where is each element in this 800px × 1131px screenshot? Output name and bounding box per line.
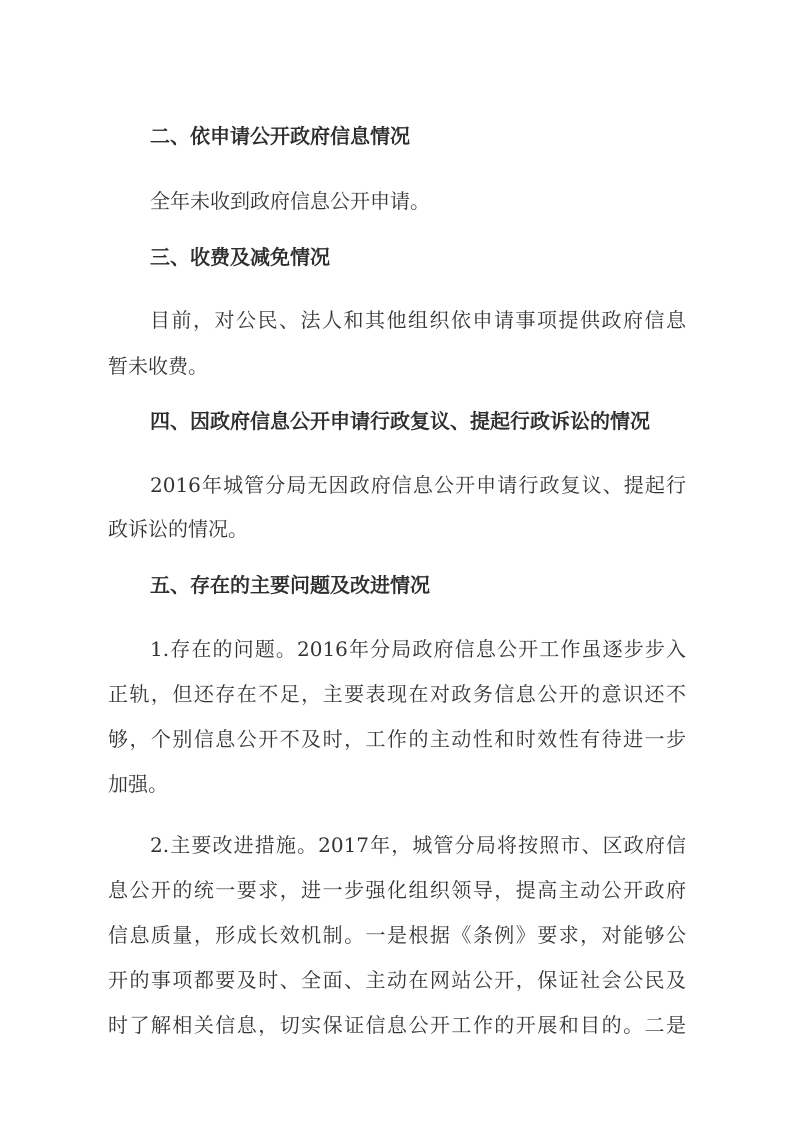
section-heading-5: 五、存在的主要问题及改进情况 — [150, 573, 430, 597]
paragraph-line: 开的事项都要及时、全面、主动在网站公开，保证社会公民及 — [108, 968, 686, 992]
section-heading-3: 三、收费及减免情况 — [150, 245, 330, 269]
paragraph-line: 2016年城管分局无因政府信息公开申请行政复议、提起行 — [150, 473, 686, 497]
section-heading-4: 四、因政府信息公开申请行政复议、提起行政诉讼的情况 — [150, 409, 650, 433]
paragraph-line: 政诉讼的情况。 — [108, 517, 248, 541]
paragraph-line: 目前，对公民、法人和其他组织依申请事项提供政府信息 — [150, 308, 686, 332]
section-heading-2: 二、依申请公开政府信息情况 — [150, 124, 410, 148]
paragraph-line: 1.存在的问题。2016年分局政府信息公开工作虽逐步步入 — [150, 637, 686, 661]
paragraph-line: 全年未收到政府信息公开申请。 — [150, 189, 430, 213]
paragraph-line: 信息质量，形成长效机制。一是根据《条例》要求，对能够公 — [108, 923, 686, 947]
paragraph-line: 够，个别信息公开不及时，工作的主动性和时效性有待进一步 — [108, 727, 686, 751]
paragraph-line: 2.主要改进措施。2017年，城管分局将按照市、区政府信 — [150, 833, 686, 857]
paragraph-line: 息公开的统一要求，进一步强化组织领导，提高主动公开政府 — [108, 878, 686, 902]
paragraph-line: 加强。 — [108, 772, 168, 796]
paragraph-line: 正轨，但还存在不足，主要表现在对政务信息公开的意识还不 — [108, 682, 686, 706]
paragraph-line: 时了解相关信息，切实保证信息公开工作的开展和目的。二是 — [108, 1013, 686, 1037]
paragraph-line: 暂未收费。 — [108, 354, 208, 378]
